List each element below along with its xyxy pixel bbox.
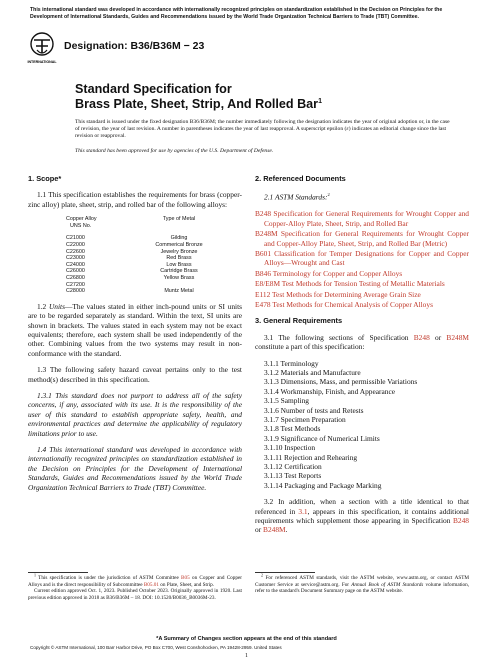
alloy-table-row <box>66 288 242 295</box>
alloy-uns-cell: C26000 <box>66 268 85 275</box>
scope-1-2: 1.2 Units—The values stated in either inch-pound units or SI units are to be regarded separately as standard. Within the text, SI units are shown in brackets. The values stated in each system may not be exact equivalents; therefore, each system shall be used independently of the other. Combining values from the two systems may result in non-conformance with the standard. <box>28 301 242 358</box>
scope-1-3-1: 1.3.1 This standard does not purport to address all of the safety concerns, if any, associated with its use. It is the responsibility of the user of this standard to establish appropriate safety, health, and environmental practices and determine the applicability of regulatory limitations prior to use. <box>28 391 242 438</box>
requirement-item: 3.1.5 Sampling <box>264 396 309 406</box>
reference-title-link[interactable]: Test Methods for Tension Testing of Metallic Materials <box>280 279 445 289</box>
reference-code-link[interactable]: B248M <box>255 229 278 239</box>
alloy-type-cell <box>134 282 224 289</box>
reference-code-link[interactable]: B846 <box>255 268 272 278</box>
reference-title-link[interactable]: Specification for General Requirements for Wrought Copper and Copper-Alloy Plate, Sheet, Strip, and Rolled Bar (Metric) <box>264 229 469 248</box>
alloy-uns-cell: C24000 <box>66 261 85 268</box>
requirement-item: 3.1.8 Test Methods <box>264 424 321 434</box>
summary-of-changes-note: *A Summary of Changes section appears at the end of this standard <box>156 636 337 642</box>
link-b248m-2[interactable]: B248M <box>263 525 286 535</box>
alloy-table-row <box>66 242 242 249</box>
reference-code-link[interactable]: E112 <box>255 289 271 299</box>
alloy-uns-cell: C28000 <box>66 288 85 295</box>
link-b05[interactable]: B05 <box>181 575 190 581</box>
logo-caption: INTERNATIONAL <box>27 60 57 64</box>
alloy-table-row <box>66 275 242 282</box>
dod-approval-note: This standard has been approved for use by agencies of the U.S. Department of Defense. <box>75 148 274 154</box>
alloy-type-cell: Low Brass <box>166 261 192 268</box>
reference-item <box>255 249 469 268</box>
reference-list <box>255 209 469 309</box>
title-line-2: Brass Plate, Sheet, Strip, And Rolled Bar <box>75 97 319 111</box>
footnote-rule-right <box>255 572 315 573</box>
alloy-col1-header-line1: Copper Alloy <box>66 216 97 223</box>
alloy-uns-cell: C22000 <box>66 242 85 248</box>
reference-title-link[interactable]: Classification for Temper Designations for Copper and Copper Alloys—Wrought and Cast <box>264 248 469 268</box>
reference-item <box>255 229 469 248</box>
link-section-3-1[interactable]: 3.1 <box>298 506 308 516</box>
alloy-col1-header-line2: UNS No. <box>70 222 92 229</box>
alloy-type-cell: Commerical Bronze <box>155 242 203 248</box>
footnote-rule-left <box>28 572 88 573</box>
alloy-col2-header: Type of Metal <box>162 216 196 223</box>
reference-item <box>255 209 469 228</box>
alloy-table-row <box>66 262 242 269</box>
designation: Designation: B36/B36M − 23 <box>64 40 205 52</box>
requirement-item: 3.1.9 Significance of Numerical Limits <box>264 433 380 443</box>
scope-1-3: 1.3 The following safety hazard caveat pertains only to the test method(s) described in this specification. <box>28 365 242 384</box>
link-b05-01[interactable]: B05.01 <box>143 581 159 588</box>
references-heading: 2. Referenced Documents <box>255 174 346 183</box>
alloy-type-cell: Cartridge Brass <box>160 268 198 275</box>
reference-code-link[interactable]: E478 <box>255 299 271 309</box>
reference-title-link[interactable]: Test Methods for Determining Average Grain Size <box>270 289 421 299</box>
footnote-1: $^1$ This specification is under the jurisdiction of ASTM Committee B05 on Copper and Copper Alloys and is the direct responsibility of Subcommittee B05.01 on Plate, Sheet, and Strip. Current edition approved Oct. 1, 2023. Published October 2023. Originally approved in 1920. Last previous edition approved in 2018 as B36/B36M – 18. DOI: 10.1520/B0036_B0036M-23. <box>28 572 242 601</box>
scope-1-4: 1.4 This international standard was developed in accordance with internationally recognized principles on standardization established in the Decision on Principles for the Development of International Standards, Guides and Recommendations issued by the World Trade Organization Technical Barriers to Trade (TBT) Committee. <box>28 445 242 492</box>
alloy-table-row <box>66 249 242 256</box>
requirement-item: 3.1.3 Dimensions, Mass, and permissible Variations <box>264 377 418 387</box>
title-footnote-marker: 1 <box>318 97 322 105</box>
requirements-list <box>255 359 469 491</box>
reference-code-link[interactable]: B601 <box>255 248 272 258</box>
alloy-table-row <box>66 235 242 242</box>
alloy-type-cell: Jewelry Bronze <box>160 248 198 255</box>
requirement-item: 3.1.6 Number of tests and Retests <box>264 405 364 415</box>
requirement-item: 3.1.2 Materials and Manufacture <box>264 367 361 377</box>
alloy-table-row <box>66 255 242 262</box>
reference-title-link[interactable]: Specification for General Requirements for Wrought Copper and Copper-Alloy Plate, Sheet, Strip, and Rolled Bar <box>264 209 469 228</box>
reference-item <box>255 300 469 309</box>
footnote-2: $^2$ For referenced ASTM standards, visit the ASTM website, www.astm.org, or contact ASTM Customer Service at service@astm.org. For Annual Book of ASTM Standards volume information, refer to the standard's Document Summary page on the ASTM website. <box>255 572 470 595</box>
alloy-type-cell: Muntz Metal <box>164 288 194 295</box>
right-column <box>255 174 469 542</box>
reference-code-link[interactable]: E8/E8M <box>255 279 281 289</box>
reference-item <box>255 279 469 288</box>
alloy-table-row <box>66 268 242 275</box>
requirement-item: 3.1.14 Packaging and Package Marking <box>264 480 382 490</box>
alloy-uns-cell: C22600 <box>66 248 85 255</box>
reference-item <box>255 269 469 278</box>
link-b248m[interactable]: B248M <box>446 332 469 342</box>
title-line-1: Standard Specification for <box>75 82 232 96</box>
requirement-item: 3.1.11 Rejection and Rehearing <box>264 452 358 462</box>
page-number: 1 <box>245 653 248 659</box>
copyright-line: Copyright © ASTM International, 100 Barr Harbor Drive, PO Box C700, West Conshohocken, PA 19428-2959. United States <box>30 645 282 650</box>
alloy-table-row <box>66 282 242 289</box>
reference-title-link[interactable]: Test Methods for Chemical Analysis of Copper Alloys <box>270 299 433 309</box>
alloy-type-cell: Gilding <box>170 235 188 242</box>
general-3-1: 3.1 The following sections of Specification B248 or B248M constitute a part of this specification: <box>255 332 469 352</box>
document-title <box>75 82 322 112</box>
alloy-uns-cell: C27200 <box>66 281 85 288</box>
alloy-type-cell: Red Brass <box>166 255 192 262</box>
alloy-uns-cell: C21000 <box>66 235 85 242</box>
general-requirements-heading: 3. General Requirements <box>255 316 343 326</box>
requirement-item: 3.1.10 Inspection <box>264 443 316 453</box>
link-b248[interactable]: B248 <box>413 332 430 342</box>
alloy-type-cell: Yellow Brass <box>163 274 195 281</box>
reference-title-link[interactable]: Terminology for Copper and Copper Alloys <box>271 268 403 278</box>
alloy-table-header <box>66 216 242 229</box>
scope-heading: 1. Scope* <box>28 174 62 183</box>
requirement-item: 3.1.4 Workmanship, Finish, and Appearance <box>264 386 396 396</box>
alloy-table-body <box>66 235 242 294</box>
issuance-note: This standard is issued under the fixed designation B36/B36M; the number immediately following the designation indicates the year of original adoption or, in the case of revision, the year of last revision. A number in parentheses indicates the year of last reapproval. A superscript epsilon (ε) indicates an editorial change since the last revision or reapproval. <box>75 119 450 139</box>
reference-item <box>255 290 469 299</box>
astm-standards-subheading: 2.1 ASTM Standards:$^2$ <box>264 192 330 202</box>
alloy-uns-cell: C23000 <box>66 255 85 262</box>
requirement-item: 3.1.7 Specimen Preparation <box>264 415 346 424</box>
alloy-table <box>66 216 242 295</box>
reference-code-link[interactable]: B248 <box>255 209 272 219</box>
general-3-2: 3.2 In addition, when a section with a title identical to that referenced in 3.1, appears in this specification, it contains additional requirements which supplement those appearing in Specification B248 or B248M. <box>255 497 469 535</box>
astm-logo-icon <box>29 32 55 66</box>
scope-1-1: 1.1 This specification establishes the requirements for brass (copper-zinc alloy) plate, sheet, strip, and rolled bar of the following alloys: <box>28 190 242 209</box>
link-b248-2[interactable]: B248 <box>452 516 469 526</box>
requirement-item: 3.1.13 Test Reports <box>264 471 322 481</box>
left-column <box>28 174 242 499</box>
alloy-uns-cell: C26800 <box>66 274 85 281</box>
tbt-notice: This international standard was developed in accordance with internationally recognized principles on standardization established in the Decision on Principles for the Development of International Standards, Guides and Recommendations issued by the World Trade Organization Technical Barriers to Trade (TBT) Committee. <box>30 7 443 20</box>
requirement-item: 3.1.12 Certification <box>264 462 322 472</box>
requirement-item: 3.1.1 Terminology <box>264 358 319 368</box>
